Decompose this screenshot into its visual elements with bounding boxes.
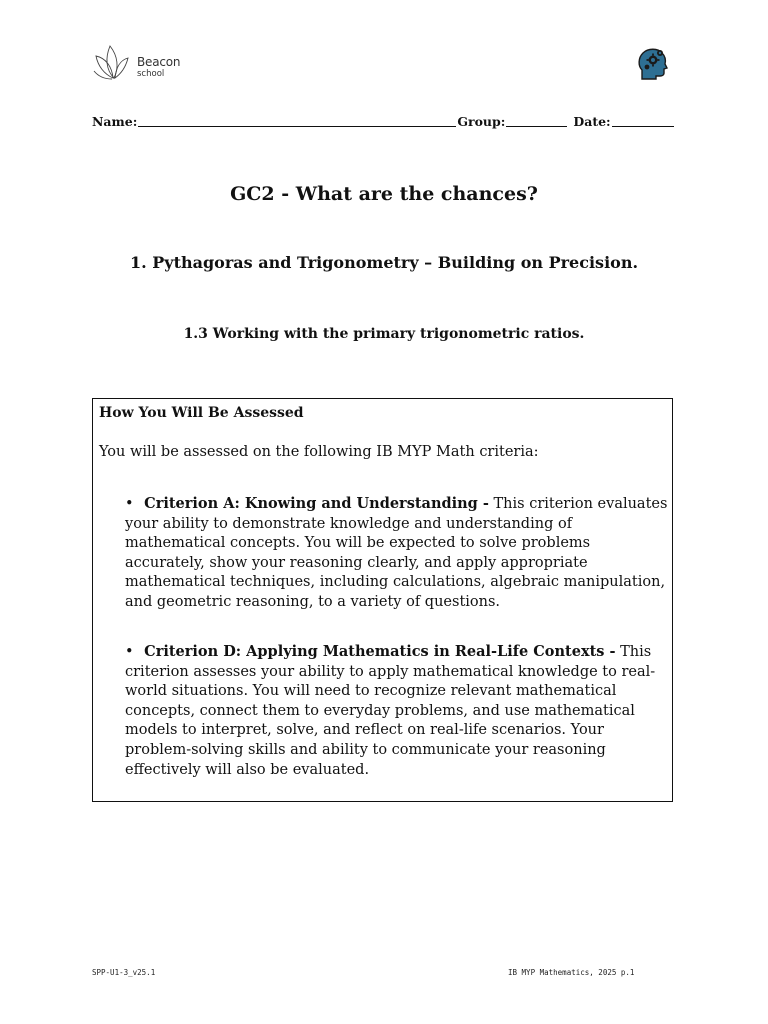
group-label: Group: xyxy=(457,114,506,129)
name-label: Name: xyxy=(92,114,138,129)
page-title: GC2 - What are the chances? xyxy=(230,183,538,205)
criterion-d-item xyxy=(125,642,670,780)
lotus-leaves-icon xyxy=(92,42,136,82)
brain-gear-icon xyxy=(636,46,670,80)
criterion-a-text: This criterion evaluates your ability to demonstrate knowledge and understanding of mathematical concepts. You will be expected to solve problems accurately, show your reasoning clearly, and apply appropriate mathematical techniques, including calculations, algebraic manipulation, and geometric reasoning, to a variety of questions. xyxy=(125,496,668,610)
bullet: • xyxy=(125,644,134,660)
criterion-d-title: Criterion D: Applying Mathematics in Real-Life Contexts - xyxy=(144,643,616,660)
logo-subtitle: school xyxy=(137,69,165,79)
bullet: • xyxy=(125,496,134,512)
group-field[interactable] xyxy=(506,114,567,127)
page-footer: IB MYP Mathematics, 2025 p.1 xyxy=(508,968,635,977)
logo-name: Beacon xyxy=(137,55,181,69)
assessment-heading: How You Will Be Assessed xyxy=(99,405,304,421)
criterion-a-item xyxy=(125,494,670,613)
criterion-a-title: Criterion A: Knowing and Understanding - xyxy=(144,495,489,512)
subsection-title: 1.3 Working with the primary trigonometric ratios. xyxy=(183,326,585,342)
document-code: SPP-U1-3_v25.1 xyxy=(92,968,156,977)
assessment-box xyxy=(92,398,673,802)
criterion-d-text: This criterion assesses your ability to apply mathematical knowledge to real-world situations. You will need to recognize relevant mathematical concepts, connect them to everyday problems, and use mathematical models to interpret, solve, and reflect on real-life scenarios. Your problem-solving skills and ability to communicate your reasoning effectively will also be evaluated. xyxy=(125,644,656,778)
name-field[interactable] xyxy=(138,114,456,127)
section-title: 1. Pythagoras and Trigonometry – Building on Precision. xyxy=(129,253,639,272)
date-label: Date: xyxy=(573,114,611,129)
date-field[interactable] xyxy=(612,114,674,127)
school-logo xyxy=(92,42,192,84)
student-info-line xyxy=(92,114,676,129)
assessment-intro: You will be assessed on the following IB MYP Math criteria: xyxy=(99,444,539,460)
